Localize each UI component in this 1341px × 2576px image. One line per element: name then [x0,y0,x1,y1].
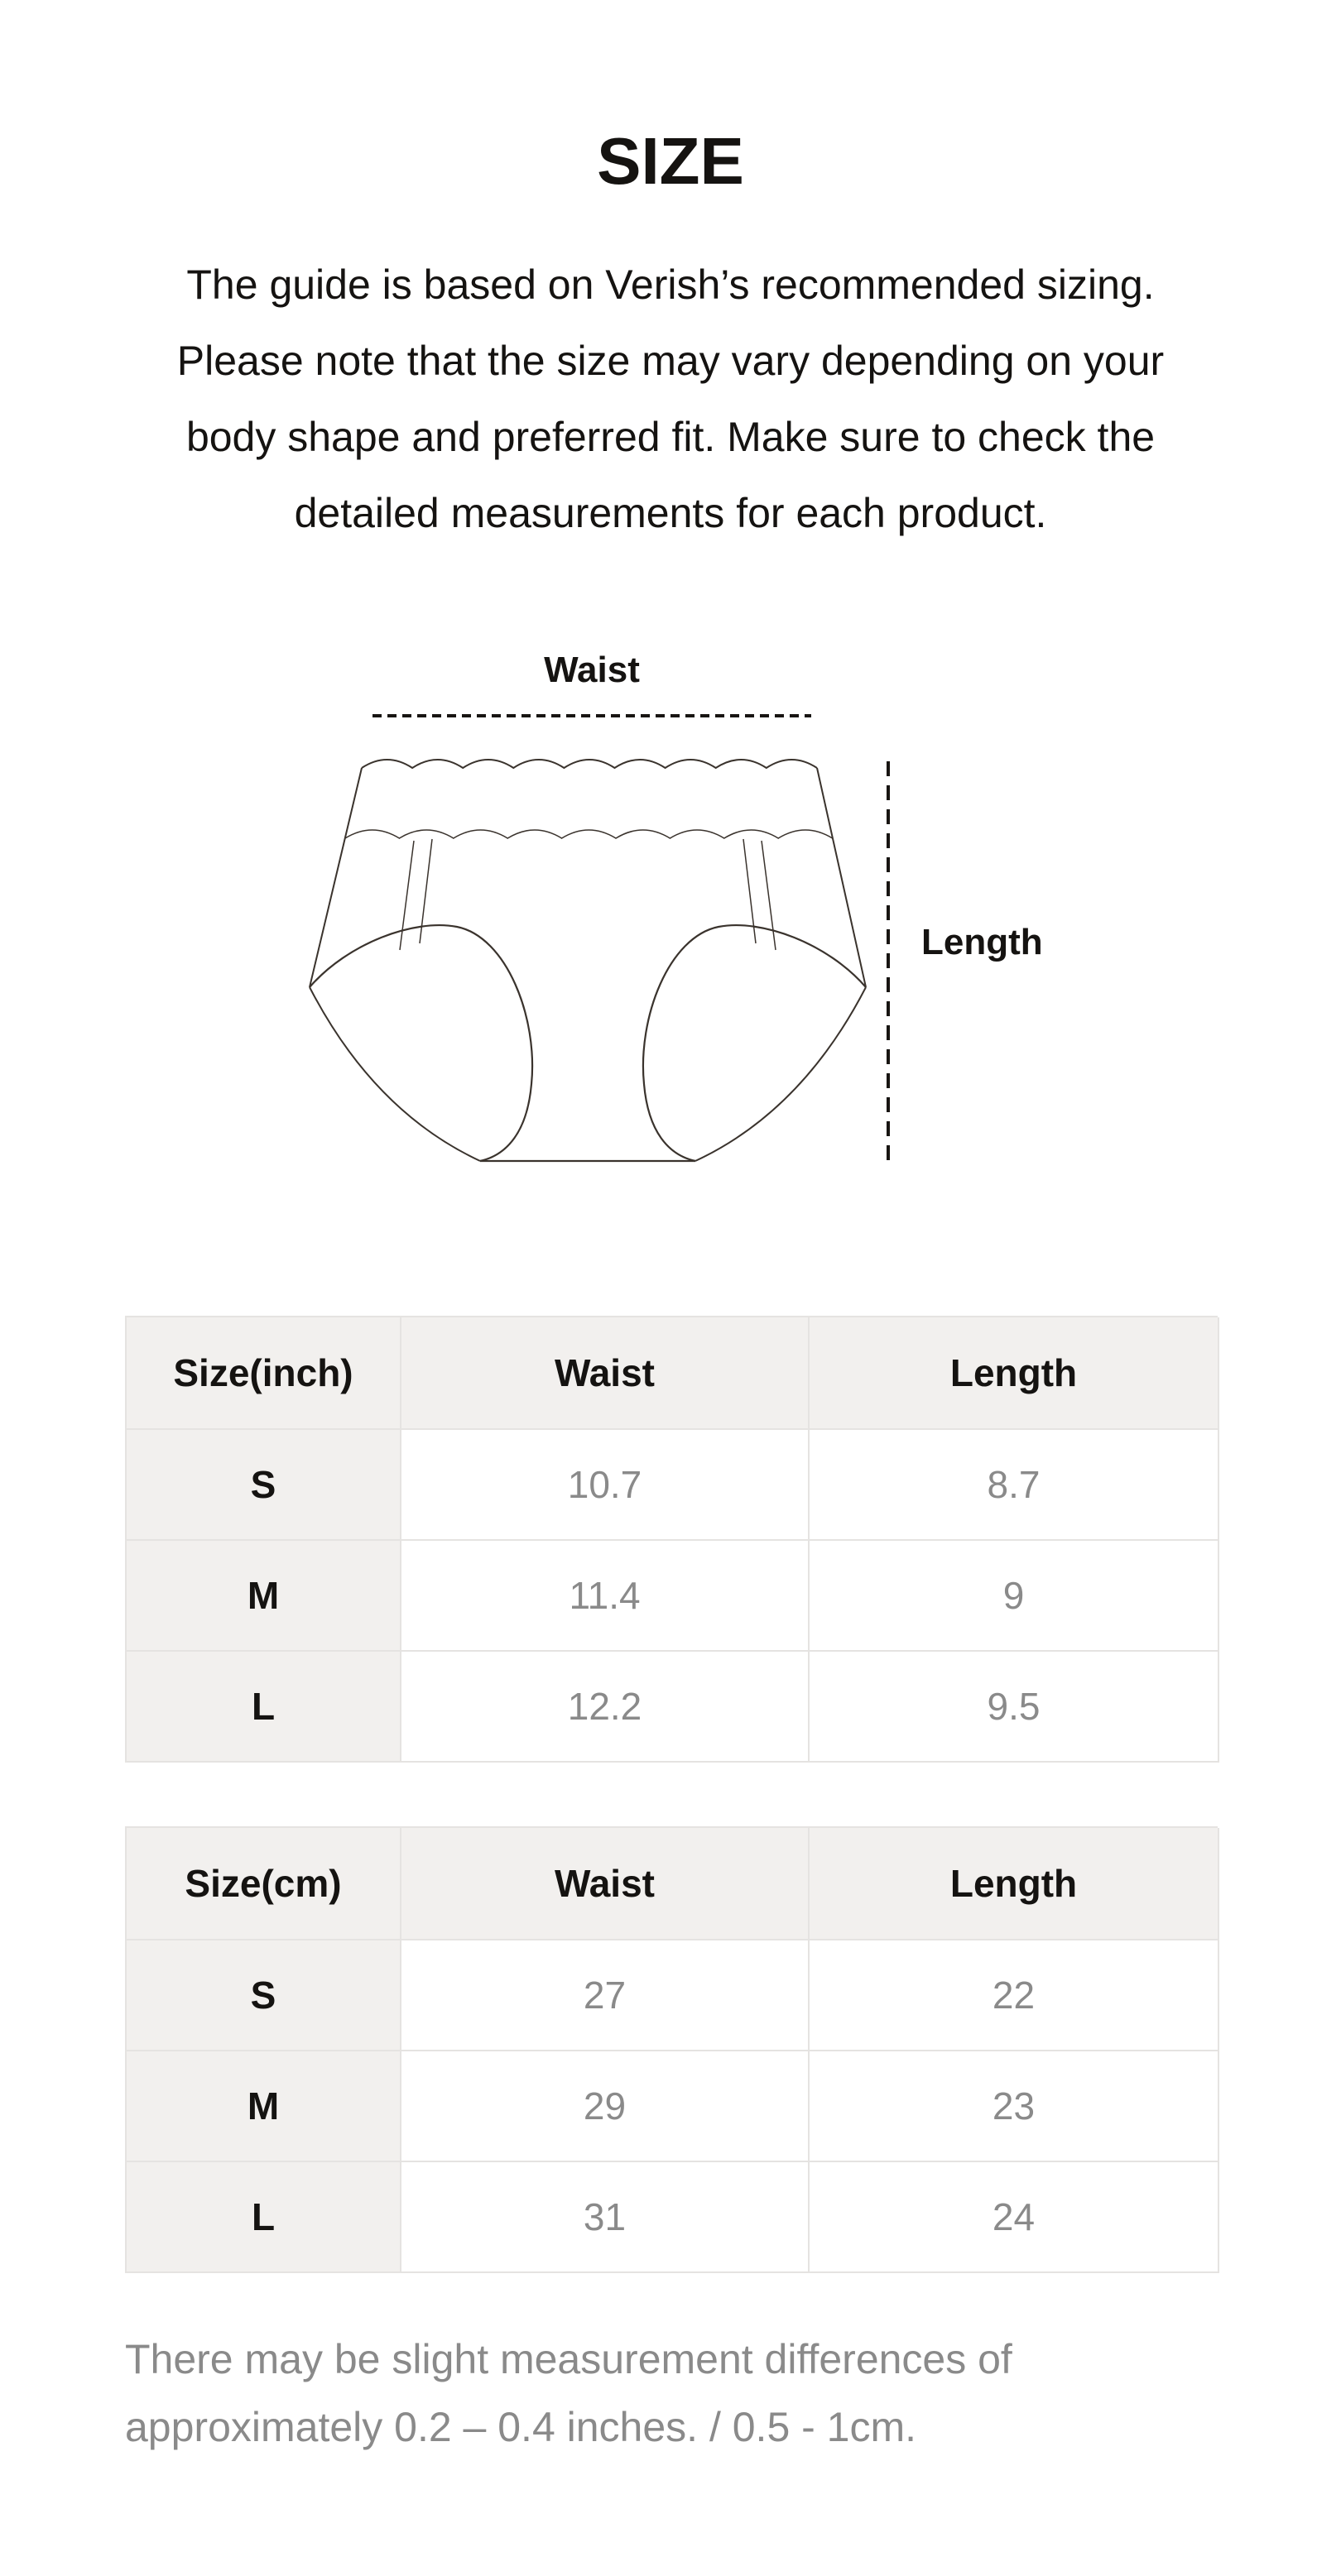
size-cell: S [127,1940,401,2051]
size-table-inch [125,1316,1218,1763]
column-header-length: Length [810,1828,1219,1940]
waistband-top-scallop [362,760,817,768]
measurement-note-line: approximately 0.2 – 0.4 inches. / 0.5 - 1cm. [125,2404,917,2450]
measurement-note-line: There may be slight measurement differences of [125,2336,1012,2382]
intro-line: detailed measurements for each product. [294,490,1047,536]
left-outer-hem [310,987,480,1161]
length-value-cell: 24 [810,2162,1219,2273]
left-side-seam [310,768,362,987]
length-value-cell: 9 [810,1541,1219,1652]
length-label: Length [921,922,1043,962]
size-cell: S [127,1430,401,1541]
waist-value-cell: 11.4 [401,1541,810,1652]
waist-value-cell: 10.7 [401,1430,810,1541]
size-cell: L [127,2162,401,2273]
intro-line: The guide is based on Verish’s recommended sizing. [186,261,1155,308]
waist-value-cell: 12.2 [401,1652,810,1763]
right-strap-lines [743,839,776,950]
right-side-seam [817,768,866,987]
size-cell: M [127,2051,401,2162]
intro-text [0,247,1341,551]
right-outer-hem [695,987,866,1161]
length-value-cell: 8.7 [810,1430,1219,1541]
waist-label: Waist [544,650,640,690]
waist-value-cell: 31 [401,2162,810,2273]
column-header-length: Length [810,1317,1219,1430]
left-strap-lines [400,839,432,950]
column-header-waist: Waist [401,1828,810,1940]
waist-value-cell: 29 [401,2051,810,2162]
measurement-note [125,2325,1226,2461]
column-header-unit: Size(inch) [127,1317,401,1430]
length-value-cell: 9.5 [810,1652,1219,1763]
size-table-cm [125,1826,1218,2273]
waist-value-cell: 27 [401,1940,810,2051]
length-value-cell: 23 [810,2051,1219,2162]
panty-outline-illustration [265,695,944,1175]
intro-line: Please note that the size may vary depending on your [176,338,1165,384]
waistband-bottom-scallop [345,830,833,838]
intro-line: body shape and preferred fit. Make sure to check the [185,414,1156,460]
column-header-waist: Waist [401,1317,810,1430]
page-title: SIZE [597,124,744,198]
size-cell: L [127,1652,401,1763]
size-cell: M [127,1541,401,1652]
length-value-cell: 22 [810,1940,1219,2051]
column-header-unit: Size(cm) [127,1828,401,1940]
